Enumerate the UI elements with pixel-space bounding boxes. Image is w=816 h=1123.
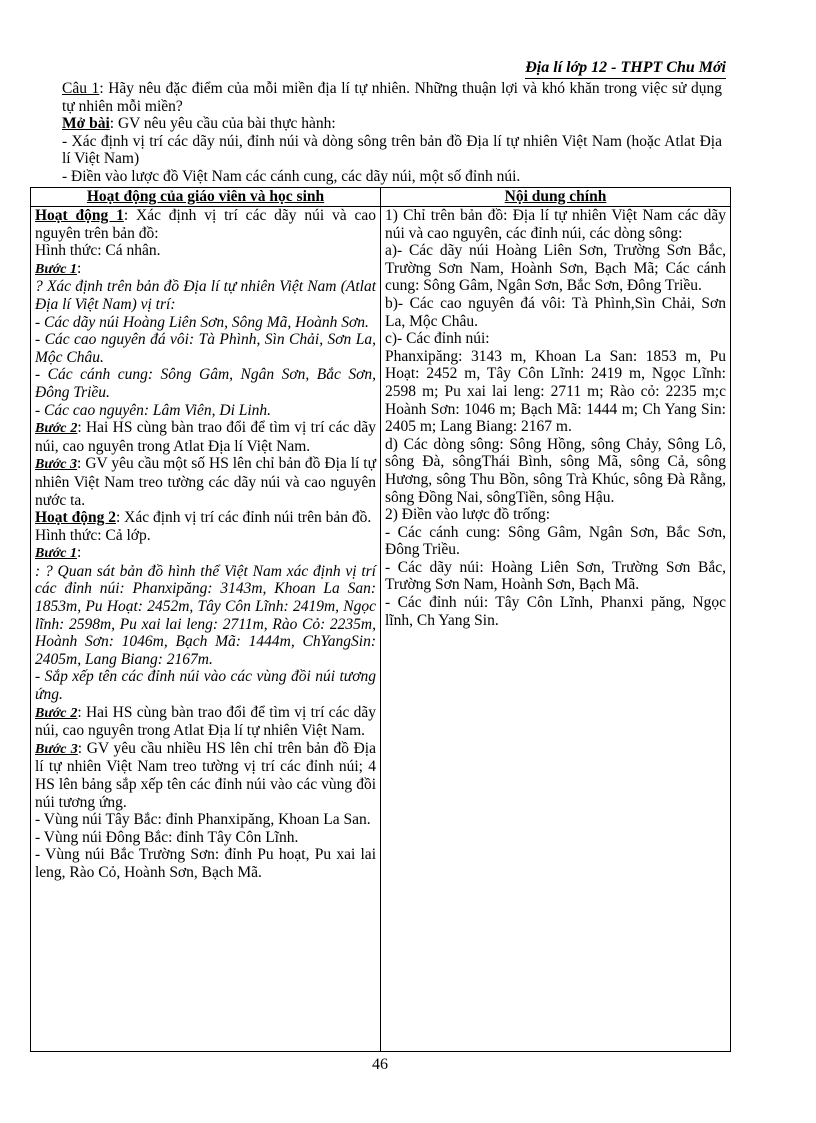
region-northwest: - Vùng núi Tây Bắc: đỉnh Phanxipăng, Khoan La San. <box>35 811 371 829</box>
content-line: c)- Các đỉnh núi: <box>385 330 490 348</box>
intro-section <box>62 80 722 185</box>
step-label: Bước 3 <box>35 457 78 473</box>
region-north-truong-son: - Vùng núi Bắc Trường Sơn: đỉnh Pu hoạt, Pu xai lai leng, Rào Cỏ, Hoành Sơn, Bạch Mã. <box>35 846 376 881</box>
table-header-row <box>31 188 731 207</box>
activity-1-step-1: Bước 1: <box>35 259 82 277</box>
step-label: Bước 3 <box>35 741 78 757</box>
content-line: - Các cánh cung: Sông Gâm, Ngân Sơn, Bắc Sơn, Đông Triều. <box>385 523 726 559</box>
question-text: : Hãy nêu đặc điểm của mỗi miền địa lí tự nhiên. Những thuận lợi và khó khăn trong việc sử dụng tự nhiên mỗi miền? <box>62 80 722 115</box>
content-line: - Các đỉnh núi: Tây Côn Lĩnh, Phanxi păng, Ngọc lĩnh, Ch Yang Sin. <box>385 594 726 629</box>
activity-1-question: ? Xác định trên bản đồ Địa lí tự nhiên Việt Nam (Atlat Địa lí Việt Nam) vị trí: <box>35 278 376 313</box>
activity-2-line-1: - Sắp xếp tên các đỉnh núi vào các vùng đồi núi tương ứng. <box>35 668 376 704</box>
activity-1-text: : Xác định vị trí các dãy núi và cao nguyên trên bản đồ: <box>35 207 376 242</box>
step-text: : Hai HS cùng bàn trao đổi để tìm vị trí các dãy núi, cao nguyên trong Atlat Địa lí tự nhiên Việt Nam. <box>35 703 376 740</box>
activity-2-heading <box>35 509 376 527</box>
content-line: 2) Điền vào lược đồ trống: <box>385 506 551 524</box>
content-line: a)- Các dãy núi Hoàng Liên Sơn, Trường Sơn Bắc, Trường Sơn Nam, Hoành Sơn, Bạch Mã; Các cánh cung: Sông Gâm, Ngân Sơn, Bắc Sơn, Đông Triều. <box>385 242 726 295</box>
step-text: : GV yêu cầu nhiều HS lên chỉ trên bản đồ Địa lí tự nhiên Việt Nam treo tường vị trí các đỉnh núi; 4 HS lên bảng sắp xếp tên các đỉnh núi vào các vùng đồi núi tương ứng. <box>35 739 376 811</box>
activity-2-step-1: Bước 1: <box>35 544 82 562</box>
step-text: : GV yêu cầu một số HS lên chỉ bản đồ Địa lí tự nhiên Việt Nam treo tường các dãy núi và cao nguyên nước ta. <box>35 455 377 509</box>
activity-2-step-3 <box>35 740 376 811</box>
activity-1-line-2: - Các cao nguyên đá vôi: Tà Phình, Sìn Chải, Sơn La, Mộc Châu. <box>35 331 376 366</box>
activity-2-label: Hoạt động 2 <box>35 509 116 527</box>
step-label: Bước 1 <box>35 261 77 277</box>
activity-1-line-4: - Các cao nguyên: Lâm Viên, Di Linh. <box>35 401 272 419</box>
activity-2-form: Hình thức: Cả lớp. <box>35 526 151 544</box>
content-line: d) Các dòng sông: Sông Hồng, sông Chảy, Sông Lô, sông Đà, sôngThái Bình, sông Mã, sông Cả, sông Hương, sông Thu Bồn, sông Trà Khúc, sông Đà Rằng, sông Đồng Nai, sôngTiền, sông Hậu. <box>385 435 726 506</box>
intro-line-2: - Điền vào lược đồ Việt Nam các cánh cung, các dãy núi, một số đỉnh núi. <box>62 167 521 185</box>
content-cell <box>381 207 731 1052</box>
step-label: Bước 2 <box>35 705 78 721</box>
content-line: b)- Các cao nguyên đá vôi: Tà Phình,Sìn Chải, Sơn La, Mộc Châu. <box>385 294 726 330</box>
opening-label: Mở bài <box>62 115 110 132</box>
content-line: Phanxipăng: 3143 m, Khoan La San: 1853 m, Pu Hoạt: 2452 m, Tây Côn Lĩnh: 2419 m, Ngọc Lĩnh: 2598 m; Pu xai lai leng: 2711 m; Rào cỏ: 2235 m;c Hoành Sơn: 1046 m; Bạch Mã: 1444 m; Ch Yang Sin: 2405 m; Lang Biang: 2167 m. <box>385 347 726 436</box>
content-line: - Các dãy núi: Hoàng Liên Sơn, Trường Sơn Bắc, Trường Sơn Nam, Hoành Sơn, Bạch Mã. <box>385 558 726 594</box>
activity-1-line-3: - Các cánh cung: Sông Gâm, Ngân Sơn, Bắc Sơn, Đông Triều. <box>35 366 376 401</box>
column-header-content: Nội dung chính <box>381 188 731 207</box>
step-text: : Hai HS cùng bàn trao đổi để tìm vị trí các dãy núi, cao nguyên trong Atlat Địa lí Việt Nam. <box>35 419 376 455</box>
activity-1-step-2 <box>35 419 376 455</box>
activity-1-heading <box>35 207 376 242</box>
table-row <box>31 207 731 1052</box>
question-paragraph <box>62 80 722 115</box>
intro-line-1: - Xác định vị trí các dãy núi, đỉnh núi và dòng sông trên bản đồ Địa lí tự nhiên Việt Nam (hoặc Atlat Địa lí Việt Nam) <box>62 132 722 167</box>
activity-2-question: : ? Quan sát bản đồ hình thể Việt Nam xác định vị trí các đỉnh núi: Phanxipăng: 3143m, Khoan La San: 1853m, Pu Hoạt: 2452m, Tây Côn Lĩnh: 2419m, Ngọc lĩnh: 2598m, Pu xai lai leng: 2711m, Rào Cỏ: 2235m, Hoành Sơn: 1046m, Bạch Mã: 1444m, ChYangSin: 2405m, Lang Biang: 2167m. <box>35 562 376 668</box>
activities-cell <box>31 207 381 1052</box>
activity-1-form: Hình thức: Cá nhân. <box>35 242 161 260</box>
activity-2-text: : Xác định vị trí các đỉnh núi trên bản đồ. <box>115 509 372 527</box>
activity-2-step-2 <box>35 704 376 740</box>
activity-table <box>30 187 731 1052</box>
page-number: 46 <box>372 1056 388 1073</box>
activity-1-step-3 <box>35 455 376 509</box>
content-line: 1) Chỉ trên bản đồ: Địa lí tự nhiên Việt Nam các dãy núi và cao nguyên, các đỉnh núi, các dòng sông: <box>385 207 726 242</box>
activity-1-label: Hoạt động 1 <box>35 207 124 224</box>
region-northeast: - Vùng núi Đông Bắc: đỉnh Tây Côn Lĩnh. <box>35 828 299 846</box>
column-header-activities: Hoạt động của giáo viên và học sinh <box>31 188 381 207</box>
question-label: Câu 1 <box>62 80 100 97</box>
activity-1-line-1: - Các dãy núi Hoàng Liên Sơn, Sông Mã, Hoành Sơn. <box>35 313 369 331</box>
opening-paragraph <box>62 115 722 133</box>
opening-text: : GV nêu yêu cầu của bài thực hành: <box>109 115 336 132</box>
step-label: Bước 2 <box>35 421 78 437</box>
step-label: Bước 1 <box>35 546 77 562</box>
page-header-title: Địa lí lớp 12 - THPT Chu Mới <box>525 58 726 79</box>
